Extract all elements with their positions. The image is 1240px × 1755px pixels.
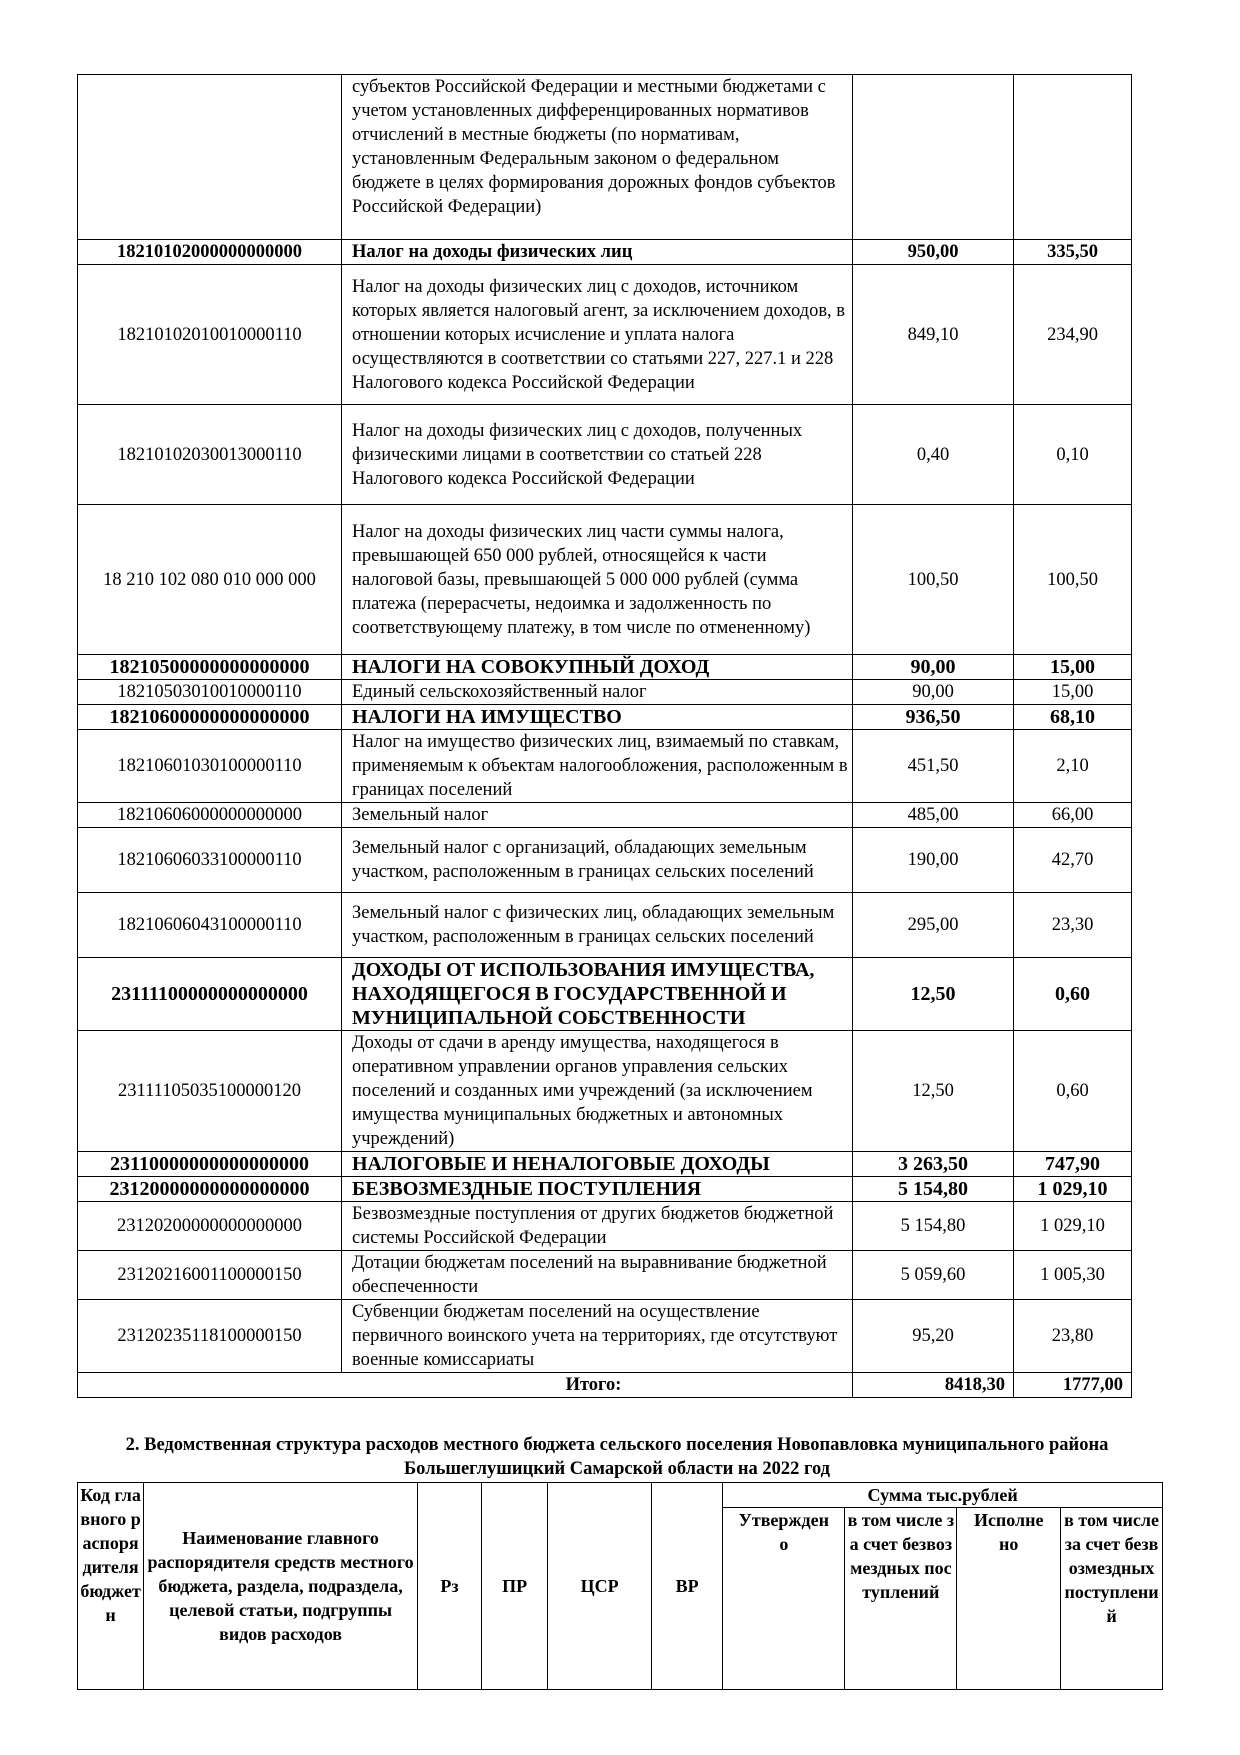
cell-approved: 5 154,80 xyxy=(853,1177,1014,1202)
header-sum: Сумма тыс.рублей xyxy=(723,1483,1163,1508)
cell-executed: 1 005,30 xyxy=(1014,1251,1132,1300)
cell-approved xyxy=(853,75,1014,240)
cell-name: Налог на доходы физических лиц части суммы налога, превышающей 650 000 рублей, относящейся к части налоговой базы, превышающей 5 000 000 рублей (сумма платежа (перерасчеты, недоимка и задолженность по соответствующему платежу, в том числе по отмененному) xyxy=(342,505,853,655)
table-row xyxy=(78,1251,1132,1300)
total-label: Итого: xyxy=(78,1373,853,1398)
cell-name: субъектов Российской Федерации и местными бюджетами с учетом установленных дифференцированных нормативов отчислений в местные бюджеты (по нормативам, установленным Федеральным законом о федеральном бюджете в целях формирования дорожных фондов субъектов Российской Федерации) xyxy=(342,75,853,240)
header-rz: Рз xyxy=(417,1483,481,1690)
table-row xyxy=(78,1177,1132,1202)
cell-approved: 95,20 xyxy=(853,1300,1014,1373)
cell-name: Налог на имущество физических лиц, взимаемый по ставкам, применяемым к объектам налогообложения, расположенным в границах поселений xyxy=(342,730,853,803)
cell-approved: 12,50 xyxy=(853,1031,1014,1152)
cell-approved: 90,00 xyxy=(853,680,1014,705)
cell-executed: 100,50 xyxy=(1014,505,1132,655)
cell-code: 18210500000000000000 xyxy=(78,655,342,680)
header-approved: Утверждено xyxy=(723,1508,845,1690)
table-row xyxy=(78,405,1132,505)
total-row xyxy=(78,1373,1132,1398)
cell-code: 23111105035100000120 xyxy=(78,1031,342,1152)
cell-name: БЕЗВОЗМЕЗДНЫЕ ПОСТУПЛЕНИЯ xyxy=(342,1177,853,1202)
cell-approved: 950,00 xyxy=(853,240,1014,265)
cell-executed: 234,90 xyxy=(1014,265,1132,405)
cell-name: НАЛОГИ НА ИМУЩЕСТВО xyxy=(342,705,853,730)
cell-executed xyxy=(1014,75,1132,240)
table-row xyxy=(78,1152,1132,1177)
expenditure-header-table xyxy=(77,1482,1163,1690)
header-pr: ПР xyxy=(482,1483,548,1690)
cell-name: Налог на доходы физических лиц xyxy=(342,240,853,265)
cell-executed: 2,10 xyxy=(1014,730,1132,803)
cell-name: ДОХОДЫ ОТ ИСПОЛЬЗОВАНИЯ ИМУЩЕСТВА, НАХОДЯЩЕГОСЯ В ГОСУДАРСТВЕННОЙ И МУНИЦИПАЛЬНОЙ СОБСТВЕННОСТИ xyxy=(342,958,853,1031)
header-code: Код главного распорядителя бюджетн xyxy=(78,1483,144,1690)
cell-executed: 747,90 xyxy=(1014,1152,1132,1177)
cell-code: 18210606033100000110 xyxy=(78,828,342,893)
cell-executed: 15,00 xyxy=(1014,655,1132,680)
cell-approved: 3 263,50 xyxy=(853,1152,1014,1177)
cell-executed: 1 029,10 xyxy=(1014,1177,1132,1202)
cell-code: 23110000000000000000 xyxy=(78,1152,342,1177)
table-row xyxy=(78,803,1132,828)
cell-name: Субвенции бюджетам поселений на осуществление первичного воинского учета на территориях, где отсутствуют военные комиссариаты xyxy=(342,1300,853,1373)
cell-executed: 66,00 xyxy=(1014,803,1132,828)
total-executed: 1777,00 xyxy=(1014,1373,1132,1398)
cell-name: Земельный налог с организаций, обладающих земельным участком, расположенным в границах сельских поселений xyxy=(342,828,853,893)
cell-name: Земельный налог с физических лиц, обладающих земельным участком, расположенным в границах сельских поселений xyxy=(342,893,853,958)
table-row xyxy=(78,680,1132,705)
cell-name: НАЛОГИ НА СОВОКУПНЫЙ ДОХОД xyxy=(342,655,853,680)
cell-code: 23120235118100000150 xyxy=(78,1300,342,1373)
cell-name: Налог на доходы физических лиц с доходов, источником которых является налоговый агент, за исключением доходов, в отношении которых исчисление и уплата налога осуществляются в соответствии со статьями 227, 227.1 и 228 Налогового кодекса Российской Федерации xyxy=(342,265,853,405)
cell-executed: 23,80 xyxy=(1014,1300,1132,1373)
table-row xyxy=(78,505,1132,655)
cell-executed: 0,10 xyxy=(1014,405,1132,505)
cell-executed: 23,30 xyxy=(1014,893,1132,958)
cell-code: 18 210 102 080 010 000 000 xyxy=(78,505,342,655)
cell-name: Земельный налог xyxy=(342,803,853,828)
cell-code: 18210503010010000110 xyxy=(78,680,342,705)
cell-name: Безвозмездные поступления от других бюджетов бюджетной системы Российской Федерации xyxy=(342,1202,853,1251)
cell-approved: 190,00 xyxy=(853,828,1014,893)
table-row xyxy=(78,705,1132,730)
table-row xyxy=(78,893,1132,958)
table-row xyxy=(78,958,1132,1031)
cell-approved: 0,40 xyxy=(853,405,1014,505)
table-row xyxy=(78,1031,1132,1152)
table-row xyxy=(78,655,1132,680)
table-row xyxy=(78,730,1132,803)
cell-approved: 485,00 xyxy=(853,803,1014,828)
cell-approved: 849,10 xyxy=(853,265,1014,405)
header-name: Наименование главного распорядителя средств местного бюджета, раздела, подраздела, целевой статьи, подгруппы видов расходов xyxy=(144,1483,418,1690)
cell-code: 18210601030100000110 xyxy=(78,730,342,803)
cell-executed: 0,60 xyxy=(1014,958,1132,1031)
cell-name: Доходы от сдачи в аренду имущества, находящегося в оперативном управлении органов управления сельских поселений и созданных ими учреждений (за исключением имущества муниципальных бюджетных и автономных учреждений) xyxy=(342,1031,853,1152)
header-vr: ВР xyxy=(652,1483,723,1690)
cell-approved: 5 154,80 xyxy=(853,1202,1014,1251)
cell-name: Дотации бюджетам поселений на выравнивание бюджетной обеспеченности xyxy=(342,1251,853,1300)
table-row xyxy=(78,1202,1132,1251)
cell-code: 18210606043100000110 xyxy=(78,893,342,958)
cell-code xyxy=(78,75,342,240)
cell-executed: 0,60 xyxy=(1014,1031,1132,1152)
header-executed-free: в том числе за счет безвозмездных поступлений xyxy=(1061,1508,1163,1690)
cell-code: 23111100000000000000 xyxy=(78,958,342,1031)
cell-approved: 451,50 xyxy=(853,730,1014,803)
cell-executed: 42,70 xyxy=(1014,828,1132,893)
cell-approved: 936,50 xyxy=(853,705,1014,730)
cell-code: 18210600000000000000 xyxy=(78,705,342,730)
header-executed: Исполнено xyxy=(957,1508,1061,1690)
cell-approved: 90,00 xyxy=(853,655,1014,680)
cell-approved: 100,50 xyxy=(853,505,1014,655)
cell-code: 18210102010010000110 xyxy=(78,265,342,405)
cell-executed: 1 029,10 xyxy=(1014,1202,1132,1251)
cell-code: 18210102030013000110 xyxy=(78,405,342,505)
cell-executed: 15,00 xyxy=(1014,680,1132,705)
header-approved-free: в том числе за счет безвозмездных поступлений xyxy=(845,1508,957,1690)
cell-approved: 295,00 xyxy=(853,893,1014,958)
table-row xyxy=(78,828,1132,893)
cell-name: Налог на доходы физических лиц с доходов, полученных физическими лицами в соответствии со статьей 228 Налогового кодекса Российской Федерации xyxy=(342,405,853,505)
cell-code: 18210606000000000000 xyxy=(78,803,342,828)
cell-approved: 5 059,60 xyxy=(853,1251,1014,1300)
section-heading: 2. Ведомственная структура расходов местного бюджета сельского поселения Новопавловка муниципального района Большеглушицкий Самарской области на 2022 год xyxy=(125,1435,1109,1479)
revenue-table xyxy=(77,74,1132,1398)
cell-approved: 12,50 xyxy=(853,958,1014,1031)
table-row xyxy=(78,1300,1132,1373)
cell-executed: 68,10 xyxy=(1014,705,1132,730)
table-row xyxy=(78,240,1132,265)
cell-code: 23120000000000000000 xyxy=(78,1177,342,1202)
table-row xyxy=(78,265,1132,405)
cell-code: 23120200000000000000 xyxy=(78,1202,342,1251)
cell-name: НАЛОГОВЫЕ И НЕНАЛОГОВЫЕ ДОХОДЫ xyxy=(342,1152,853,1177)
cell-name: Единый сельскохозяйственный налог xyxy=(342,680,853,705)
total-approved: 8418,30 xyxy=(853,1373,1014,1398)
table-row xyxy=(78,75,1132,240)
cell-code: 18210102000000000000 xyxy=(78,240,342,265)
header-csr: ЦСР xyxy=(548,1483,652,1690)
cell-code: 23120216001100000150 xyxy=(78,1251,342,1300)
cell-executed: 335,50 xyxy=(1014,240,1132,265)
